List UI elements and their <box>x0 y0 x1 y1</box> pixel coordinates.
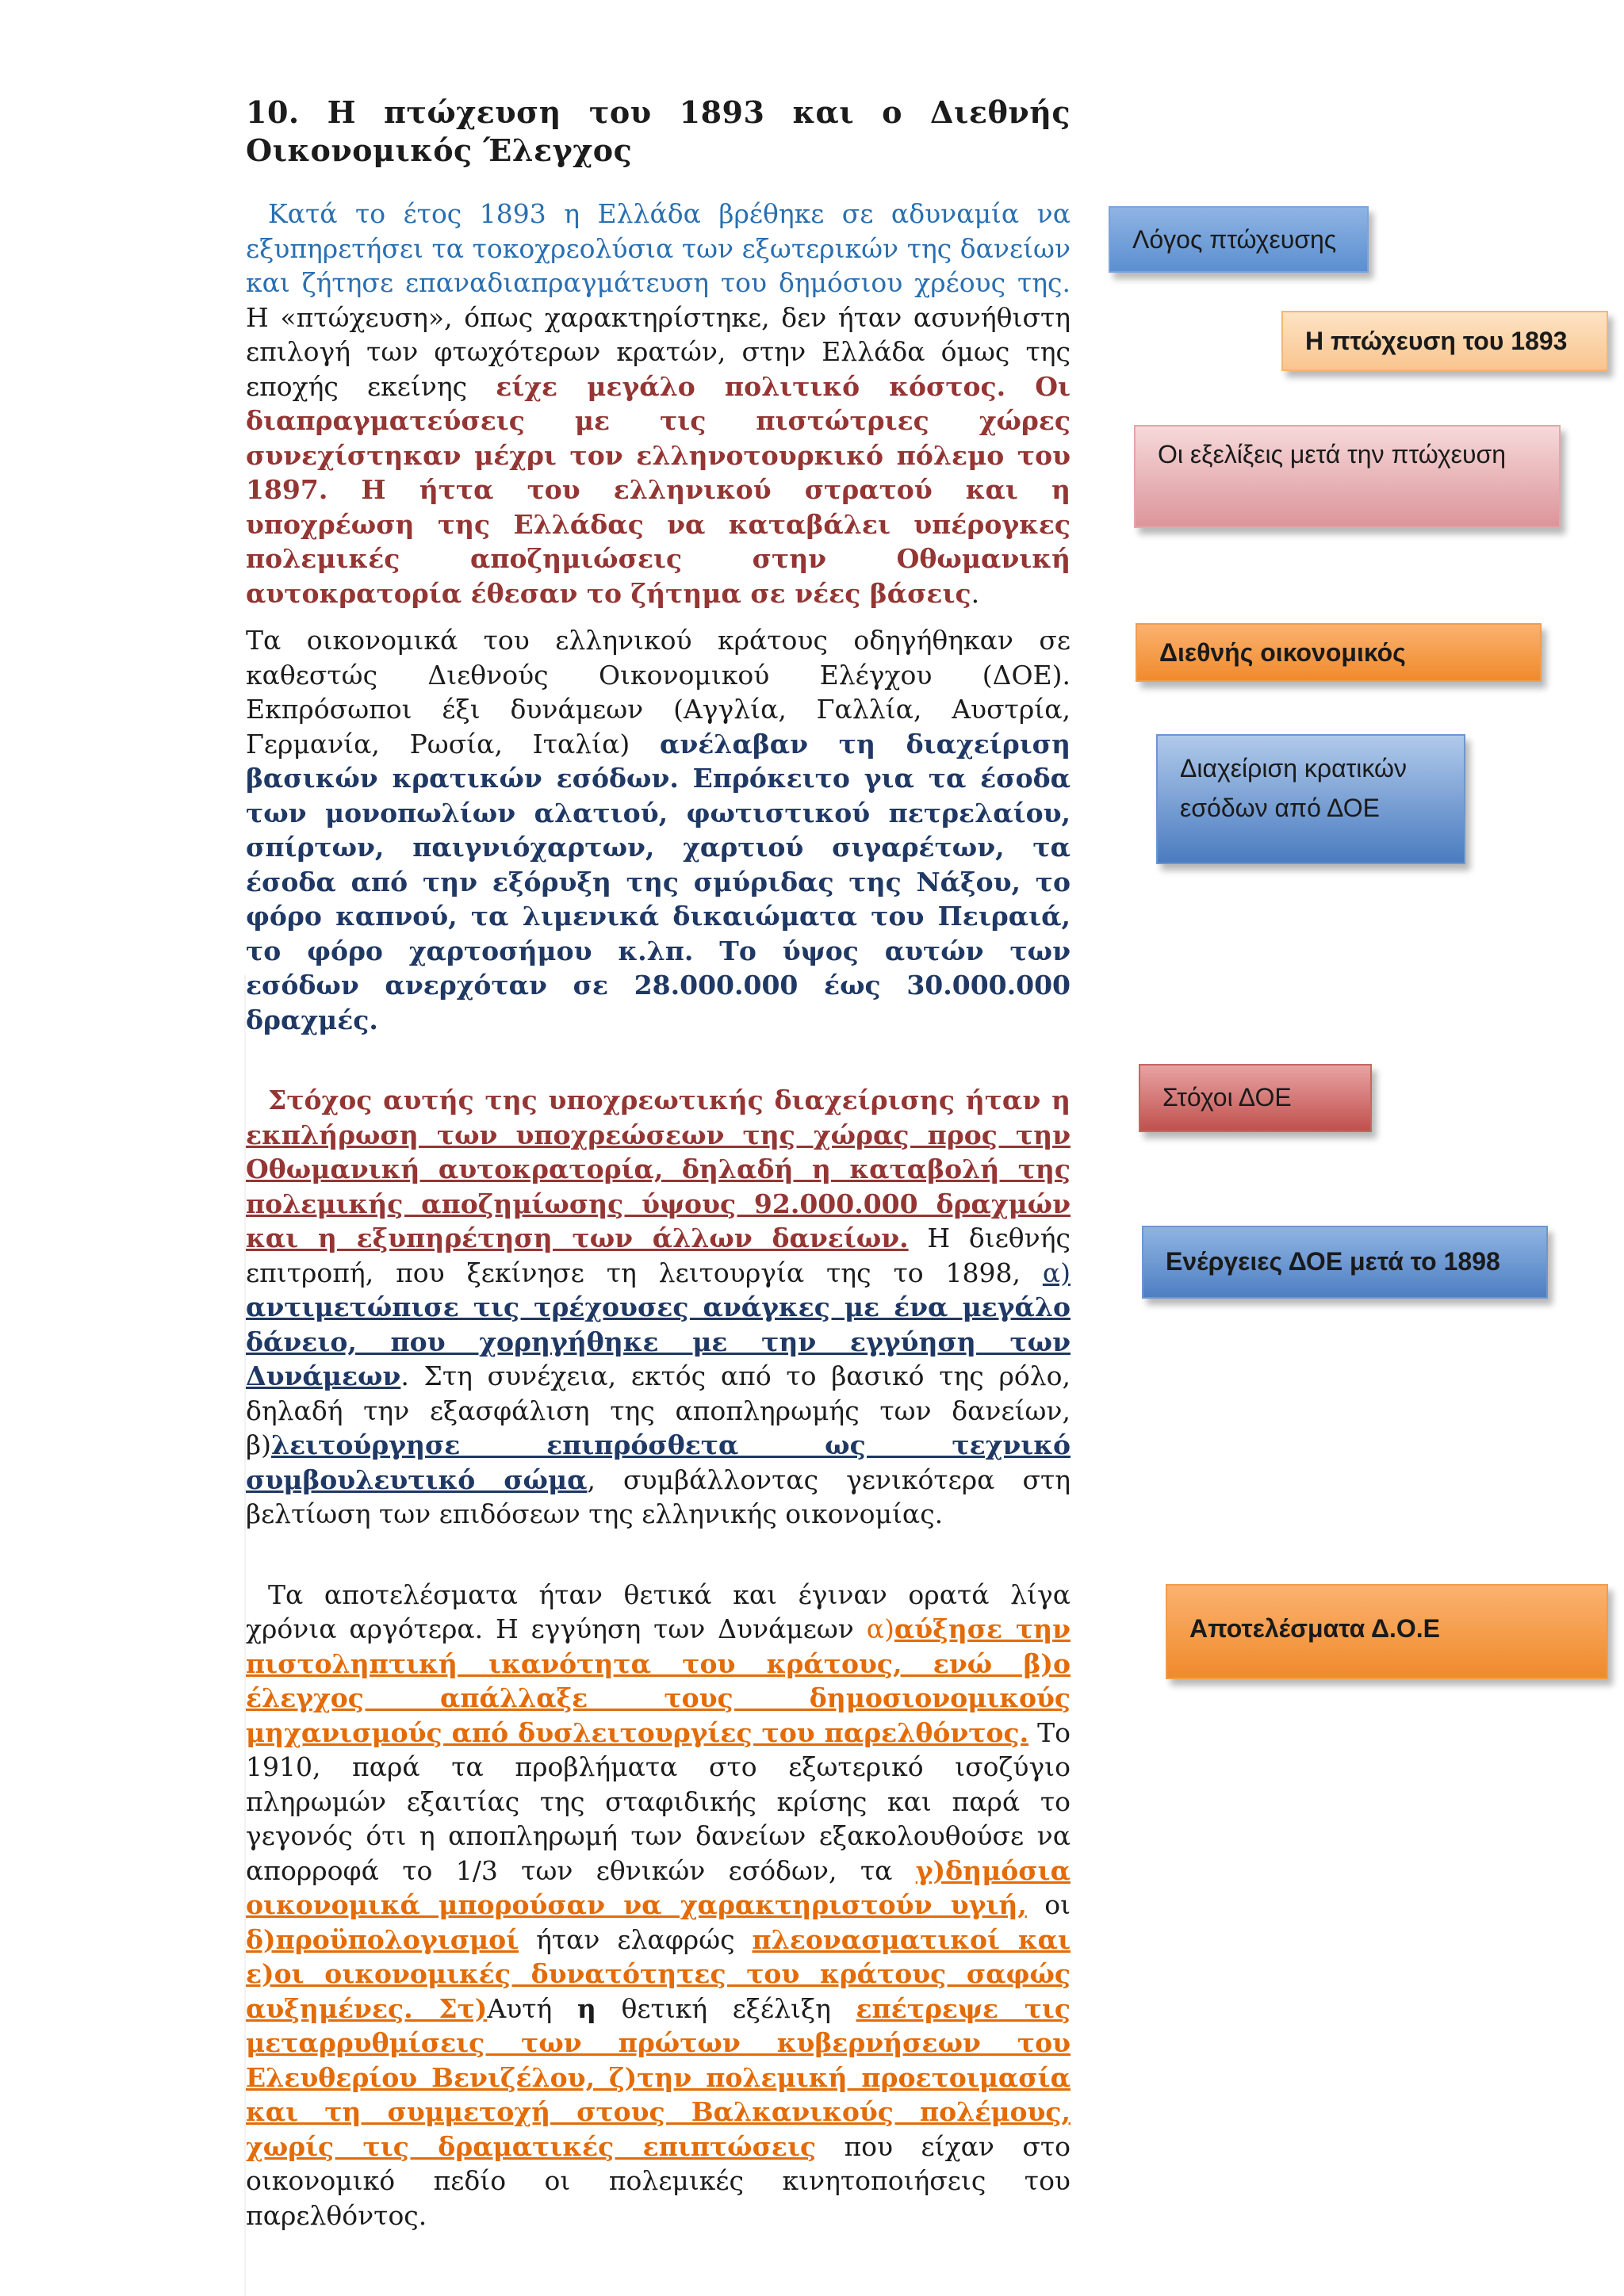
sidebar-box-bankruptcy-1893: Η πτώχευση του 1893 <box>1281 311 1608 371</box>
sidebar-box-revenue-management: Διαχείριση κρατικών εσόδων από ΔΟΕ <box>1156 734 1465 864</box>
p4-this-text: Αυτή <box>487 1992 577 2024</box>
sidebar-box-doe-actions: Ενέργειες ΔΟΕ μετά το 1898 <box>1142 1226 1548 1299</box>
main-text-column <box>246 94 1071 2233</box>
paragraph-doe-goals <box>246 1083 1071 1532</box>
paragraph-results <box>246 1578 1071 2233</box>
p4-intro-text: Τα αποτελέσματα ήταν θετικά και έγιναν ορατά λίγα χρόνια αργότερα. Η εγγύηση των Δυνάμεων <box>246 1578 1071 1644</box>
p1-end-text: . <box>971 577 980 609</box>
p4-surplus-text: πλεονασματικοί και ε)οι οικονομικές δυνατότητες του κράτους σαφώς αυξημένες. Στ) <box>246 1923 1071 2024</box>
p3-advisory-text: λειτούργησε επιπρόσθετα ως τεχνικό συμβουλευτικό σώμα <box>246 1429 1071 1495</box>
section-title: 10. Η πτώχευση του 1893 και ο Διεθνής Οικονομικός Έλεγχος <box>246 94 1071 168</box>
p4-reforms-text: επέτρεψε τις μεταρρυθμίσεις των πρώτων κυβερνήσεων του Ελευθερίου Βενιζέλου, ζ)την πολεμική προετοιμασία και τη συμμετοχή στους Βαλκανικούς πολέμους, χωρίς τις δραματικές επιπτώσεις <box>246 1992 1071 2162</box>
p3-continuation-text: . Στη συνέχεια, εκτός από το βασικό της ρόλο, δηλαδή την εξασφάλιση της αποπληρωμής των δανείων, β) <box>246 1360 1071 1460</box>
p4-1910-text: Το 1910, παρά τα προβλήματα στο εξωτερικό ισοζύγιο πληρωμών εξαιτίας της σταφιδικής κρίσης και παρά το γεγονός ότι η αποπληρωμή των δανείων εξακολουθούσε να απορροφά το 1/3 των εθνικών εσόδων, τα <box>246 1716 1071 1886</box>
sidebar-box-doe-goals: Στόχοι ΔΟΕ <box>1139 1064 1372 1132</box>
p4-positive-text: θετική εξέλιξη <box>596 1992 856 2024</box>
p2-plain-text: Τα οικονομικά του ελληνικού κράτους οδηγήθηκαν σε καθεστώς Διεθνούς Οικονομικού Ελέγχου (ΔΟΕ). Εκπρόσωποι έξι δυνάμεων (Αγγλία, Γαλλία, Αυστρία, Γερμανία, Ρωσία, Ιταλία) <box>246 625 1071 760</box>
p4-credit-text: αύξησε την πιστοληπτική ικανότητα του κράτους, ενώ β)ο έλεγχος απάλλαξε τους δημοσιονομικούς μηχανισμούς από δυσλειτουργίες του παρελθόντος. <box>246 1613 1071 1748</box>
p4-end-text: που είχαν στο οικονομικό πεδίο οι πολεμικές κινητοποιήσεις του παρελθόντος. <box>246 2130 1071 2231</box>
p4-budgets-text: δ)προϋπολογισμοί <box>246 1923 519 1955</box>
p1-political-cost-text: είχε μεγάλο πολιτικό κόστος. Οι διαπραγματεύσεις με τις πιστώτριες χώρες συνεχίστηκαν μέχρι τον ελληνοτουρκικό πόλεμο του 1897. Η ήττα του ελληνικού στρατού και η υποχρέωση της Ελλάδας να καταβάλει υπέρογκες πολεμικές αποζημιώσεις στην Οθωμανική αυτοκρατορία έθεσαν το ζήτημα σε νέες βάσεις <box>246 370 1071 609</box>
p3-committee-text: Η διεθνής επιτροπή, που ξεκίνησε τη λειτουργία της το 1898, <box>246 1223 1071 1288</box>
sidebar-box-international-control: Διεθνής οικονομικός <box>1136 623 1542 682</box>
p3-end-text: , συμβάλλοντας γενικότερα στη βελτίωση των επιδόσεων της ελληνικής οικονομίας. <box>246 1464 1071 1529</box>
p3-goal-intro: Στόχος αυτής της υποχρεωτικής διαχείρισης ήταν η <box>268 1085 1071 1115</box>
p4-healthy-finances-text: γ)δημόσια οικονομικά μπορούσαν να χαρακτηριστούν υγιή, <box>246 1854 1071 1920</box>
p3-marker-a: α) <box>1042 1257 1071 1288</box>
p1-plain-text: Η «πτώχευση», όπως χαρακτηρίστηκε, δεν ήταν ασυνήθιστη επιλογή των φτωχότερων κρατών, στην Ελλάδα όμως της εποχής εκείνης <box>246 301 1071 402</box>
paragraph-doe <box>246 623 1071 1037</box>
paragraph-bankruptcy <box>246 197 1071 610</box>
p2-revenues-text: ανέλαβαν τη διαχείριση βασικών κρατικών εσόδων. Επρόκειτο για τα έσοδα των μονοπωλίων αλατιού, φωτιστικού πετρελαίου, σπίρτων, παιγνιόχαρτων, χαρτιού σιγαρέτων, τα έσοδα από την εξόρυξη της σμύριδας της Νάξου, το φόρο καπνού, τα λιμενικά δικαιώματα του Πειραιά, το φόρο χαρτοσήμου κ.λπ. Το ύψος αυτών των εσόδων ανερχόταν σε 28.000.000 έως 30.000.000 δραχμές. <box>246 728 1071 1035</box>
p4-slightly-text: ήταν ελαφρώς <box>519 1923 753 1955</box>
sidebar-box-bankruptcy-reason: Λόγος πτώχευσης <box>1109 206 1369 273</box>
p3-goal-underlined: εκπλήρωση των υποχρεώσεων της χώρας προς την Οθωμανική αυτοκρατορία, δηλαδή η καταβολή της πολεμικής αποζημίωσης ύψους 92.000.000 δραχμών και η εξυπηρέτηση των άλλων δανείων. <box>246 1119 1071 1253</box>
p3-loan-text: αντιμετώπισε τις τρέχουσες ανάγκες με ένα μεγάλο δάνειο, που χορηγήθηκε με την εγγύηση των Δυνάμεων <box>246 1292 1071 1391</box>
sidebar-box-doe-results: Αποτελέσματα Δ.Ο.Ε <box>1166 1584 1608 1679</box>
p4-article-text: η <box>576 1992 596 2024</box>
p4-marker-a: α) <box>866 1613 894 1644</box>
p1-reason-text: Κατά το έτος 1893 η Ελλάδα βρέθηκε σε αδυναμία να εξυπηρετήσει τα τοκοχρεολύσια των εξωτερικών της δανείων και ζήτησε επαναδιαπραγμάτευση του δημόσιου χρέους της. <box>246 198 1071 298</box>
sidebar-box-developments: Οι εξελίξεις μετά την πτώχευση <box>1134 425 1561 528</box>
p4-oi-text: οι <box>1026 1889 1071 1920</box>
